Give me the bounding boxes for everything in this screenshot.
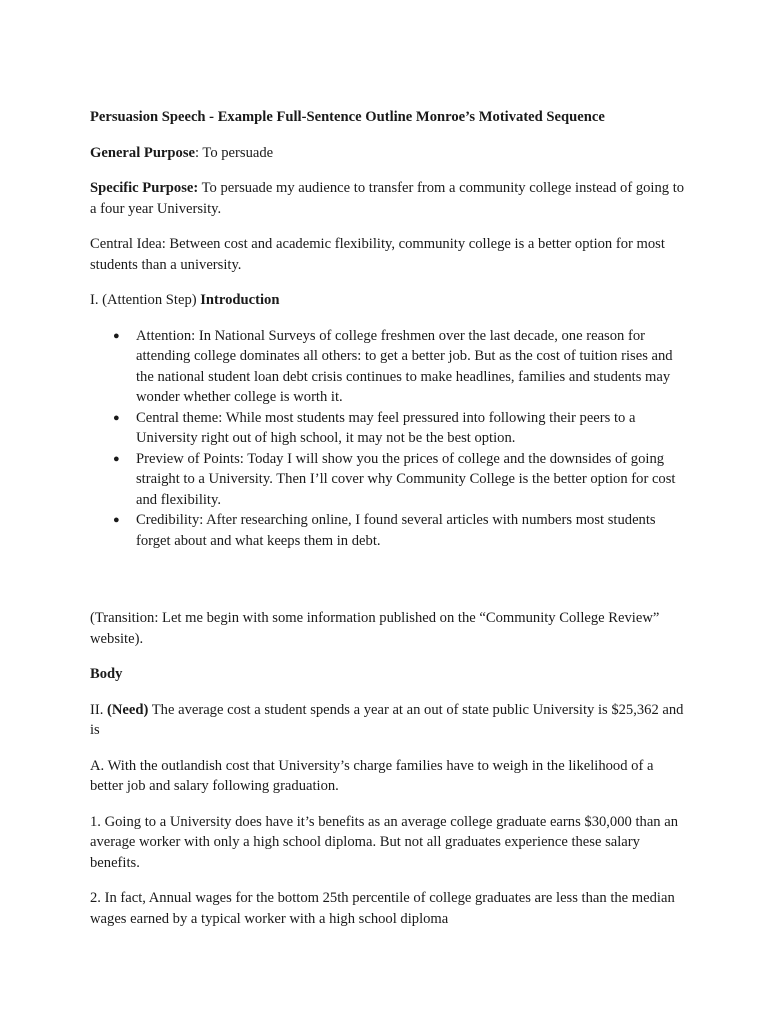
intro-bullet-list [90, 326, 690, 552]
general-purpose-label: General Purpose [90, 144, 195, 161]
document-page [90, 107, 690, 944]
general-purpose-text: : To persuade [194, 144, 274, 161]
central-idea: Central Idea: Between cost and academic flexibility, community college is a better option for most students than a university. [90, 236, 665, 273]
need-point [90, 700, 690, 741]
bullet-icon: ● [113, 452, 120, 465]
bullet-text: Attention: In National Surveys of college freshmen over the last decade, one reason for attending college dominates all others: to get a better job. But as the cost of tuition rises and the national student loan debt crisis continues to make headlines, families and students may wonder whether college is worth it. [136, 327, 673, 405]
sub-point-a: A. With the outlandish cost that University’s charge families have to weigh in the likelihood of a better job and salary following graduation. [90, 757, 654, 794]
intro-heading-bold: Introduction [200, 292, 280, 308]
specific-purpose-label: Specific Purpose: [90, 180, 199, 196]
document-title: Persuasion Speech - Example Full-Sentence Outline Monroe’s Motivated Sequence [90, 109, 605, 125]
intro-heading-prefix: I. (Attention Step) [90, 292, 201, 308]
specific-purpose-text: To persuade my audience to transfer from a community college instead of going to a four year University. [90, 180, 685, 217]
specific-purpose [90, 178, 690, 219]
transition: (Transition: Let me begin with some information published on the “Community College Review” website). [90, 610, 660, 647]
sub-point-1: 1. Going to a University does have it’s benefits as an average college graduate earns $30,000 than an average worker with only a high school diploma. But not all graduates experience these salary benefits. [90, 813, 679, 871]
list-item [90, 510, 690, 551]
bullet-icon: ● [113, 329, 120, 342]
list-item [90, 326, 690, 408]
blank-line [90, 566, 690, 608]
bullet-text: Central theme: While most students may feel pressured into following their peers to a University right out of high school, it may not be the best option. [136, 409, 636, 446]
body-heading [90, 664, 690, 685]
bullet-text: Credibility: After researching online, I found several articles with numbers most students forget about and what keeps them in debt. [136, 512, 656, 549]
list-item [90, 449, 690, 511]
body-heading-text: Body [90, 666, 123, 682]
bullet-icon: ● [113, 411, 120, 424]
bullet-icon: ● [113, 514, 120, 526]
need-point-bold: (Need) [107, 701, 149, 718]
need-point-text: The average cost a student spends a year at an out of state public University is $25,362 and is [90, 701, 684, 738]
bullet-text: Preview of Points: Today I will show you the prices of college and the downsides of going straight to a University. Then I’ll cover why Community College is the better option for cost and flexibility. [136, 450, 676, 508]
sub-point-2: 2. In fact, Annual wages for the bottom 25th percentile of college graduates are less than the median wages earned by a typical worker with a high school diploma [90, 890, 675, 927]
intro-heading [90, 290, 690, 311]
general-purpose [90, 143, 690, 164]
list-item [90, 408, 690, 449]
need-point-prefix: II. [90, 701, 108, 718]
